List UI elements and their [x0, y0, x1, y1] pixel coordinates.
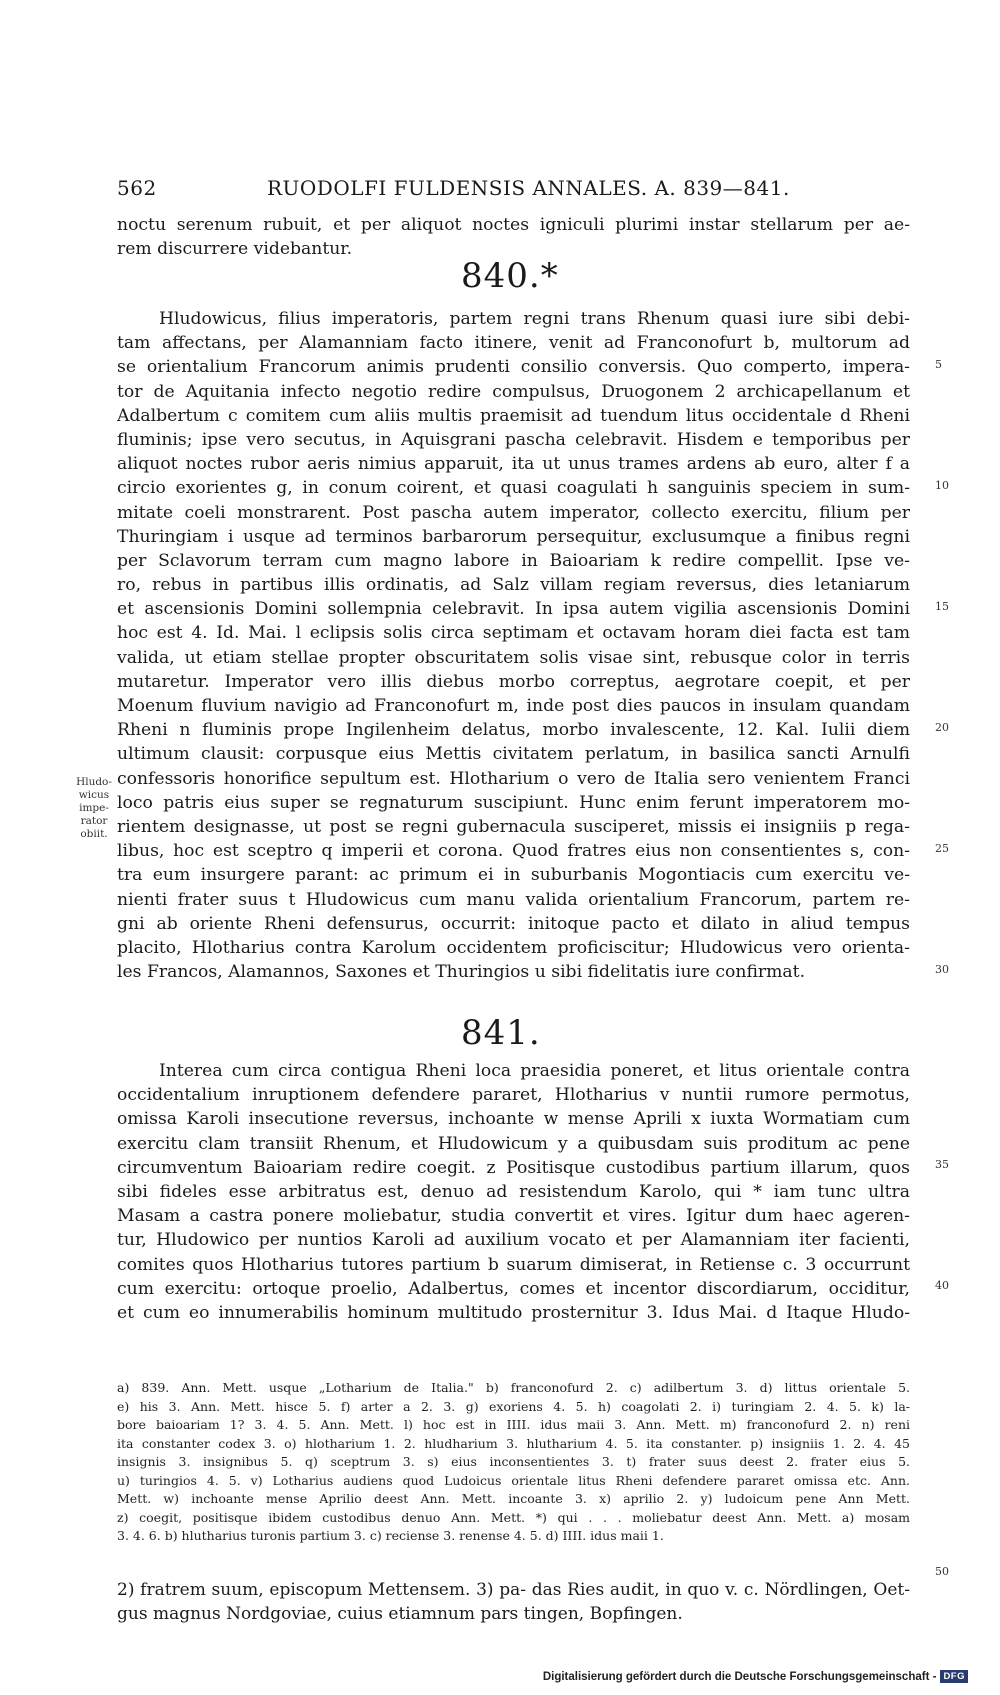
text-line: hoc est 4. Id. Mai. l eclipsis solis circa septimam et octavam horam diei facta est tam	[117, 623, 910, 644]
margin-note-line: rator	[80, 815, 108, 827]
text-line: Moenum fluvium navigio ad Franconofurt m, inde post dies paucos in insulam quandam	[117, 696, 910, 716]
margin-note-line: obiit.	[80, 828, 108, 840]
margin-note-line: wicus	[78, 789, 110, 801]
footnote-line-number: 50	[935, 1565, 949, 1578]
text-line: loco patris eius super se regnaturum suscipiunt. Hunc enim ferunt imperatorem mo-	[117, 792, 910, 813]
text-line: noctu serenum rubuit, et per aliquot noctes igniculi plurimi instar stellarum per ae-	[117, 215, 910, 235]
text-line: sibi fideles esse arbitratus est, denuo ad resistendum Karolo, qui * iam tunc ultra	[117, 1181, 910, 1202]
bottom-note-line: gus magnus Nordgoviae, cuius etiamnum pars tingen, Bopfingen.	[117, 1604, 683, 1624]
text-line: placito, Hlotharius contra Karolum occidentem proficiscitur; Hludowicus vero orienta-	[117, 937, 910, 958]
footnote-line: Mett. w) inchoante mense Aprilio deest Ann. Mett. incoante 3. x) aprilio 2. y) ludoicum pene Ann Mett.	[117, 1491, 910, 1506]
text-line: Interea cum circa contigua Rheni loca praesidia poneret, et litus orientale contra	[159, 1061, 910, 1081]
text-line: et ascensionis Domini sollempnia celebravit. In ipsa autem vigilia ascensionis Domini	[117, 599, 910, 620]
text-line: les Francos, Alamannos, Saxones et Thuringios u sibi fidelitatis iure confirmat.	[117, 962, 806, 983]
text-line: mutaretur. Imperator vero illis diebus morbo correptus, aegrotare coepit, et per	[117, 671, 910, 692]
text-line: ro, rebus in partibus illis ordinatis, ad Salz villam regiam reversus, dies letaniarum	[117, 575, 910, 596]
margin-note-line: impe-	[79, 802, 109, 814]
text-line: aliquot noctes rubor aeris nimius apparuit, ita ut unus trames ardens ab euro, alter f a	[117, 454, 910, 475]
footnote-line: z) coegit, positisque ibidem custodibus denuo Ann. Mett. *) qui . . . moliebatur deest Ann. Mett. a) mosam	[117, 1509, 910, 1525]
text-line: tor de Aquitania infecto negotio redire compulsus, Druogonem 2 archicapellanum et	[117, 381, 910, 402]
line-number: 5	[935, 358, 942, 371]
text-line: omissa Karoli insecutione reversus, inchoante w mense Aprili x iuxta Wormatiam cum	[117, 1109, 910, 1130]
margin-note-line: Hludo-	[76, 776, 112, 788]
text-line: gni ab oriente Rheni defensurus, occurrit: initoque pacto et dilato in aliud tempus	[117, 913, 910, 934]
line-number: 35	[935, 1158, 949, 1171]
text-line: libus, hoc est sceptro q imperii et corona. Quod fratres eius non consentientes s, con-	[117, 841, 910, 862]
footnote-line: a) 839. Ann. Mett. usque „Lotharium de Italia." b) franconofurd 2. c) adilbertum 3. d) littus orientale 5.	[117, 1380, 910, 1395]
footnote-line: insignis 3. insignibus 5. q) sceptrum 3. s) eius inconsentientes 3. t) frater suus deest 2. frater eius 5.	[117, 1454, 910, 1469]
line-number: 30	[935, 963, 949, 976]
year-heading-840: 840.*	[461, 256, 559, 296]
text-line: ultimum clausit: corpusque eius Mettis civitatem perlatum, in basilica sancti Arnulfi	[117, 744, 910, 765]
footnote-line: e) his 3. Ann. Mett. hisce 5. f) arter a 2. 3. g) exoriens 4. 5. h) coagolati 2. i) turingiam 2. 4. 5. k) la-	[117, 1398, 910, 1414]
text-line: valida, ut etiam stellae propter obscuritatem solis visae sint, rebusque color in terris	[117, 647, 910, 668]
text-line: exercitu clam transiit Rhenum, et Hludowicum y a quibusdam suis proditum ac pene	[117, 1133, 910, 1154]
dfg-logo: DFG	[940, 1670, 968, 1683]
digitization-credit	[543, 1670, 968, 1683]
text-line: confessoris honorifice sepultum est. Hlotharium o vero de Italia sero venientem Franci	[117, 768, 910, 789]
text-line: se orientalium Francorum animis prudenti consilio conversis. Quo comperto, impera-	[117, 357, 910, 378]
opening-paragraph	[117, 213, 910, 261]
text-line: et cum eo innumerabilis hominum multitudo prosternitur 3. Idus Mai. d Itaque Hludo-	[117, 1302, 910, 1323]
line-number: 15	[935, 600, 949, 613]
footnote-line: bore baioariam 1? 3. 4. 5. Ann. Mett. l) hoc est in IIII. idus maii 3. Ann. Mett. m) franconofurd 2. n) reni	[117, 1417, 910, 1432]
line-number: 25	[935, 842, 949, 855]
footnote-line: u) turingios 4. 5. v) Lotharius audiens quod Ludoicus orientale litus Rheni defendere pararet omissa etc. Ann.	[117, 1472, 910, 1488]
bottom-notes	[117, 1578, 910, 1626]
section-840-text	[117, 307, 910, 984]
text-line: fluminis; ipse vero secutus, in Aquisgrani pascha celebravit. Hisdem e temporibus per	[117, 429, 910, 450]
section-841-text	[117, 1059, 910, 1325]
text-line: Rheni n fluminis prope Ingilenheim delatus, morbo invalescente, 12. Kal. Iulii diem	[117, 720, 910, 741]
footnote-line: 3. 4. 6. b) hlutharius turonis partium 3. c) reciense 3. renense 4. 5. d) IIII. idus maii 1.	[117, 1528, 664, 1543]
text-line: per Sclavorum terram cum magno labore in Baioariam k redire compellit. Ipse ve-	[117, 550, 910, 571]
line-number: 20	[935, 721, 949, 734]
text-line: Masam a castra ponere moliebatur, studia convertit et vires. Igitur dum haec ageren-	[117, 1206, 910, 1227]
text-line: tur, Hludowico per nuntios Karoli ad auxilium vocato et per Alamanniam iter facienti,	[117, 1230, 910, 1251]
text-line: occidentalium inruptionem defendere pararet, Hlotharius v nuntii rumore permotus,	[117, 1085, 910, 1106]
footnote-line: ita constanter codex 3. o) hlotharium 1. 2. hludharium 3. hlutharium 4. 5. ita constanter. p) insigniis 1. 2. 4. 45	[117, 1435, 910, 1451]
text-line: tam affectans, per Alamanniam facto itinere, venit ad Franconofurt b, multorum ad	[117, 333, 910, 354]
text-line: mitate coeli monstrarent. Post pascha autem imperator, collecto exercitu, filium per	[117, 502, 910, 523]
page-number: 562	[117, 176, 157, 200]
bottom-note-line: 2) fratrem suum, episcopum Mettensem. 3) pa- das Ries audit, in quo v. c. Nördlingen, Oet-	[117, 1580, 910, 1600]
credit-text: Digitalisierung gefördert durch die Deutsche Forschungsgemeinschaft -	[542, 1670, 937, 1683]
running-header	[117, 176, 910, 202]
year-heading-841: 841.	[461, 1013, 541, 1053]
margin-note	[72, 776, 116, 841]
text-line: tra eum insurgere parant: ac primum ei in suburbanis Mogontiacis cum exercitu ve-	[117, 865, 910, 886]
text-line: rientem designasse, ut post se regni gubernacula susciperet, missis ei insigniis p rega-	[117, 816, 910, 837]
footnotes	[117, 1379, 910, 1546]
text-line: Thuringiam i usque ad terminos barbarorum persequitur, exclusumque a finibus regni	[117, 526, 910, 547]
text-line: Hludowicus, filius imperatoris, partem regni trans Rhenum quasi iure sibi debi-	[159, 309, 910, 329]
text-line: comites quos Hlotharius tutores partium b suarum dimiserat, in Retiense c. 3 occurrunt	[117, 1254, 910, 1275]
text-line: circio exorientes g, in conum coirent, et quasi coagulati h sanguinis speciem in sum-	[117, 478, 910, 499]
text-line: Adalbertum c comitem cum aliis multis praemisit ad tuendum litus occidentale d Rheni	[117, 405, 910, 426]
text-line: nienti frater suus t Hludowicus cum manu valida orientalium Francorum, partem re-	[117, 889, 910, 910]
line-number: 10	[935, 479, 949, 492]
text-line: rem discurrere videbantur.	[117, 239, 353, 260]
line-number: 40	[935, 1279, 949, 1292]
text-line: cum exercitu: ortoque proelio, Adalbertus, comes et incentor discordiarum, occiditur,	[117, 1278, 910, 1299]
running-title: RUODOLFI FULDENSIS ANNALES. A. 839—841.	[267, 176, 790, 200]
text-line: circumventum Baioariam redire coegit. z Positisque custodibus partium illarum, quos	[117, 1157, 910, 1178]
